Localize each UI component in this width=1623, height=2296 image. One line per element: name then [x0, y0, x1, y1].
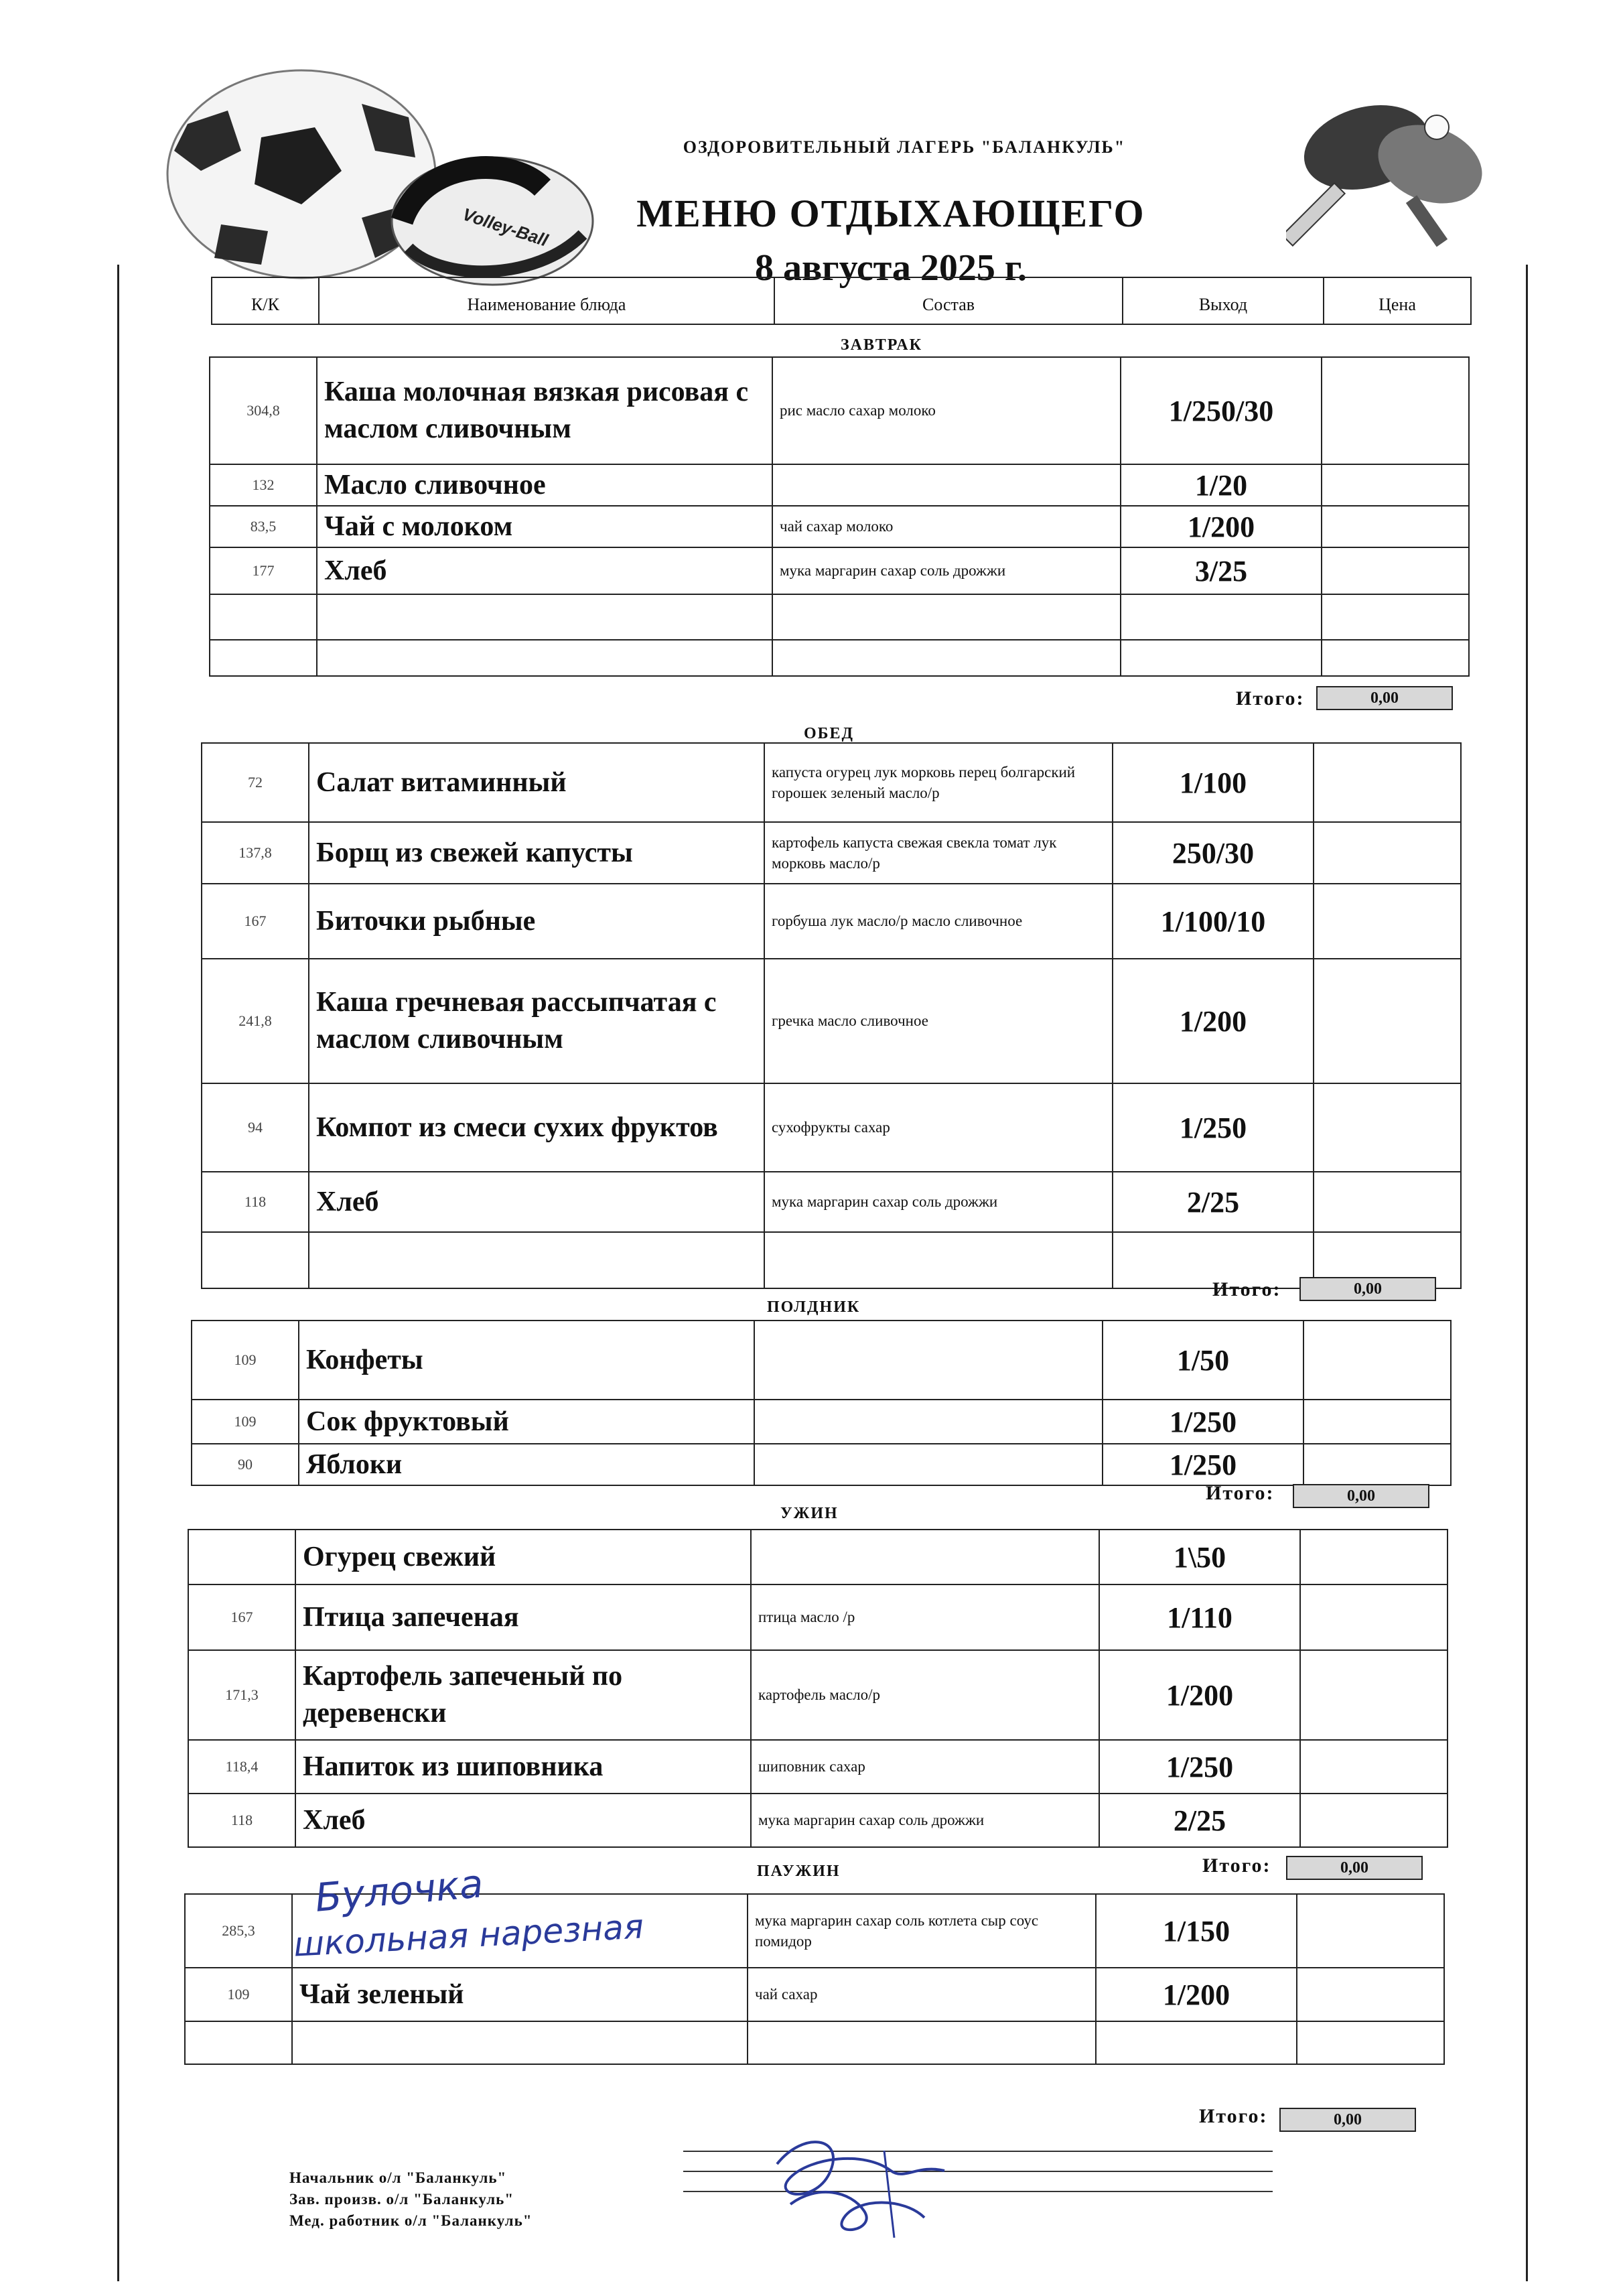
dish-output — [1121, 640, 1322, 676]
column-kk: К/К — [212, 277, 319, 324]
table-row — [188, 1584, 1448, 1650]
kk-cell — [202, 1232, 309, 1288]
dish-composition: птица масло /р — [751, 1584, 1099, 1650]
table-row — [202, 743, 1461, 822]
dish-output: 1/110 — [1099, 1584, 1300, 1650]
dish-name: Чай зеленый — [292, 1968, 748, 2021]
kk-cell: 241,8 — [202, 959, 309, 1083]
dish-price — [1303, 1400, 1451, 1444]
dish-price — [1297, 2021, 1444, 2064]
table-row — [202, 822, 1461, 884]
dish-price — [1300, 1584, 1448, 1650]
section-title-breakfast: ЗАВТРАК — [841, 336, 923, 354]
dish-output: 3/25 — [1121, 547, 1322, 594]
kk-cell — [210, 594, 317, 640]
late-snack-table — [184, 1893, 1445, 2065]
handwritten-note-line2: школьная нарезная — [292, 1907, 645, 1964]
dish-price — [1314, 884, 1461, 959]
kk-cell — [188, 1530, 295, 1584]
dish-name: Компот из смеси сухих фруктов — [309, 1083, 764, 1172]
itogo-label: Итого: — [1212, 1278, 1281, 1300]
table-row — [192, 1400, 1451, 1444]
page-title: МЕНЮ ОТДЫХАЮЩЕГО — [636, 192, 1145, 235]
table-row — [210, 357, 1469, 464]
dinner-table — [188, 1529, 1448, 1848]
signature-label-head: Начальник о/л "Баланкуль" — [289, 2169, 507, 2186]
lunch-table — [201, 742, 1462, 1289]
itogo-value-dinner: 0,00 — [1286, 1856, 1423, 1880]
kk-cell: 137,8 — [202, 822, 309, 884]
volleyball-label: Volley-Ball — [460, 204, 551, 251]
kk-cell — [185, 2021, 292, 2064]
dish-price — [1300, 1530, 1448, 1584]
table-row — [210, 547, 1469, 594]
kk-cell: 167 — [188, 1584, 295, 1650]
dish-composition — [754, 1321, 1103, 1400]
dish-composition: мука маргарин сахар соль дрожжи — [764, 1172, 1113, 1232]
dish-output: 1/250/30 — [1121, 357, 1322, 464]
kk-cell: 109 — [185, 1968, 292, 2021]
kk-cell: 83,5 — [210, 506, 317, 547]
column-header-table — [211, 277, 1472, 325]
table-row — [202, 1083, 1461, 1172]
dish-name: Конфеты — [299, 1321, 754, 1400]
dish-composition: мука маргарин сахар соль дрожжи — [751, 1794, 1099, 1847]
dish-composition: гречка масло сливочное — [764, 959, 1113, 1083]
dish-price — [1303, 1444, 1451, 1485]
kk-cell: 109 — [192, 1400, 299, 1444]
itogo-label: Итого: — [1206, 1482, 1275, 1504]
dish-output: 1/100/10 — [1113, 884, 1314, 959]
table-row — [185, 1968, 1444, 2021]
itogo-value-late-snack: 0,00 — [1279, 2108, 1416, 2132]
itogo-value-afternoon-snack: 0,00 — [1293, 1484, 1429, 1508]
dish-output: 1/100 — [1113, 743, 1314, 822]
dish-output: 2/25 — [1113, 1172, 1314, 1232]
dish-price — [1297, 1894, 1444, 1968]
dish-price — [1300, 1740, 1448, 1794]
dish-output: 2/25 — [1099, 1794, 1300, 1847]
table-row — [188, 1650, 1448, 1740]
itogo-label: Итого: — [1236, 687, 1305, 710]
dish-price — [1314, 1083, 1461, 1172]
breakfast-table — [209, 356, 1470, 677]
dish-composition: капуста огурец лук морковь перец болгарский горошек зеленый масло/р — [764, 743, 1113, 822]
dish-price — [1314, 959, 1461, 1083]
table-row — [188, 1794, 1448, 1847]
dish-price — [1322, 640, 1469, 676]
section-title-late-snack: ПАУЖИН — [757, 1863, 841, 1880]
table-row — [192, 1444, 1451, 1485]
dish-composition — [772, 594, 1121, 640]
table-row — [210, 594, 1469, 640]
dish-name: Каша молочная вязкая рисовая с маслом сливочным — [317, 357, 772, 464]
kk-cell: 94 — [202, 1083, 309, 1172]
column-name: Наименование блюда — [319, 277, 774, 324]
itogo-label: Итого: — [1199, 2105, 1268, 2127]
dish-name: Борщ из свежей капусты — [309, 822, 764, 884]
dish-composition: горбуша лук масло/р масло сливочное — [764, 884, 1113, 959]
dish-output: 1/250 — [1103, 1400, 1303, 1444]
table-row — [202, 884, 1461, 959]
column-price: Цена — [1324, 277, 1471, 324]
kk-cell — [210, 640, 317, 676]
dish-name: Хлеб — [317, 547, 772, 594]
itogo-value-breakfast: 0,00 — [1316, 686, 1453, 710]
dish-name: Каша гречневая рассыпчатая с маслом сливочным — [309, 959, 764, 1083]
dish-name: Картофель запеченый по деревенски — [295, 1650, 751, 1740]
dish-composition: мука маргарин сахар соль дрожжи — [772, 547, 1121, 594]
kk-cell: 167 — [202, 884, 309, 959]
dish-composition — [764, 1232, 1113, 1288]
kk-cell: 171,3 — [188, 1650, 295, 1740]
dish-composition: сухофрукты сахар — [764, 1083, 1113, 1172]
dish-output: 1/200 — [1113, 959, 1314, 1083]
handwritten-note-line1: Булочка — [313, 1861, 486, 1921]
dish-output: 1/200 — [1096, 1968, 1297, 2021]
dish-composition: картофель масло/р — [751, 1650, 1099, 1740]
camp-name: ОЗДОРОВИТЕЛЬНЫЙ ЛАГЕРЬ "БАЛАНКУЛЬ" — [683, 137, 1126, 157]
table-row — [210, 506, 1469, 547]
table-row — [210, 464, 1469, 506]
dish-name: Биточки рыбные — [309, 884, 764, 959]
dish-composition — [748, 2021, 1096, 2064]
dish-composition — [772, 640, 1121, 676]
dish-price — [1322, 547, 1469, 594]
dish-composition: чай сахар — [748, 1968, 1096, 2021]
dish-price — [1300, 1650, 1448, 1740]
dish-name — [292, 2021, 748, 2064]
volleyball-icon — [382, 147, 596, 288]
dish-name: Огурец свежий — [295, 1530, 751, 1584]
dish-composition: шиповник сахар — [751, 1740, 1099, 1794]
dish-output: 1/250 — [1099, 1740, 1300, 1794]
dish-composition: чай сахар молоко — [772, 506, 1121, 547]
dish-output: 1/20 — [1121, 464, 1322, 506]
table-tennis-rackets-icon — [1286, 100, 1487, 248]
dish-name: Сок фруктовый — [299, 1400, 754, 1444]
dish-price — [1300, 1794, 1448, 1847]
section-title-lunch: ОБЕД — [804, 725, 855, 742]
column-composition: Состав — [774, 277, 1123, 324]
table-row — [210, 640, 1469, 676]
table-row — [202, 959, 1461, 1083]
dish-output — [1096, 2021, 1297, 2064]
dish-composition — [772, 464, 1121, 506]
kk-cell: 118 — [202, 1172, 309, 1232]
dish-composition — [754, 1400, 1103, 1444]
dish-output — [1121, 594, 1322, 640]
kk-cell: 118,4 — [188, 1740, 295, 1794]
afternoon-snack-table — [191, 1320, 1452, 1486]
kk-cell: 72 — [202, 743, 309, 822]
dish-price — [1322, 464, 1469, 506]
dish-composition: картофель капуста свежая свекла томат лук морковь масло/р — [764, 822, 1113, 884]
kk-cell: 132 — [210, 464, 317, 506]
dish-name: Яблоки — [299, 1444, 754, 1485]
table-row — [188, 1530, 1448, 1584]
dish-name — [317, 640, 772, 676]
dish-price — [1314, 1172, 1461, 1232]
table-row — [185, 2021, 1444, 2064]
dish-output: 1/50 — [1103, 1321, 1303, 1400]
dish-output: 1/200 — [1121, 506, 1322, 547]
table-row — [188, 1740, 1448, 1794]
dish-price — [1297, 1968, 1444, 2021]
dish-composition — [751, 1530, 1099, 1584]
column-output: Выход — [1123, 277, 1324, 324]
table-row — [192, 1321, 1451, 1400]
dish-name: Чай с молоком — [317, 506, 772, 547]
dish-price — [1322, 357, 1469, 464]
kk-cell: 304,8 — [210, 357, 317, 464]
dish-output: 1/250 — [1103, 1444, 1303, 1485]
section-title-dinner: УЖИН — [780, 1505, 839, 1522]
dish-price — [1314, 822, 1461, 884]
section-title-afternoon-snack: ПОЛДНИК — [767, 1298, 861, 1316]
table-row — [202, 1172, 1461, 1232]
dish-composition: рис масло сахар молоко — [772, 357, 1121, 464]
dish-price — [1322, 506, 1469, 547]
dish-name — [317, 594, 772, 640]
dish-name — [309, 1232, 764, 1288]
kk-cell: 177 — [210, 547, 317, 594]
signature-label-production: Зав. произв. о/л "Баланкуль" — [289, 2191, 514, 2208]
dish-output: 1/250 — [1113, 1083, 1314, 1172]
dish-price — [1303, 1321, 1451, 1400]
dish-name: Птица запеченая — [295, 1584, 751, 1650]
dish-composition: мука маргарин сахар соль котлета сыр соус помидор — [748, 1894, 1096, 1968]
kk-cell: 109 — [192, 1321, 299, 1400]
dish-name: Хлеб — [295, 1794, 751, 1847]
dish-output: 1\50 — [1099, 1530, 1300, 1584]
menu-date: 8 августа 2025 г. — [754, 247, 1028, 289]
dish-name: Салат витаминный — [309, 743, 764, 822]
dish-name: Масло сливочное — [317, 464, 772, 506]
kk-cell: 90 — [192, 1444, 299, 1485]
itogo-value-lunch: 0,00 — [1299, 1277, 1436, 1301]
dish-output: 1/200 — [1099, 1650, 1300, 1740]
dish-price — [1322, 594, 1469, 640]
dish-name: Хлеб — [309, 1172, 764, 1232]
handwritten-signature-icon — [750, 2124, 965, 2244]
dish-output: 250/30 — [1113, 822, 1314, 884]
signature-label-medic: Мед. работник о/л "Баланкуль" — [289, 2212, 533, 2229]
dish-composition — [754, 1444, 1103, 1485]
dish-name: Напиток из шиповника — [295, 1740, 751, 1794]
kk-cell: 118 — [188, 1794, 295, 1847]
itogo-label: Итого: — [1202, 1854, 1271, 1877]
dish-price — [1314, 743, 1461, 822]
kk-cell: 285,3 — [185, 1894, 292, 1968]
dish-output: 1/150 — [1096, 1894, 1297, 1968]
